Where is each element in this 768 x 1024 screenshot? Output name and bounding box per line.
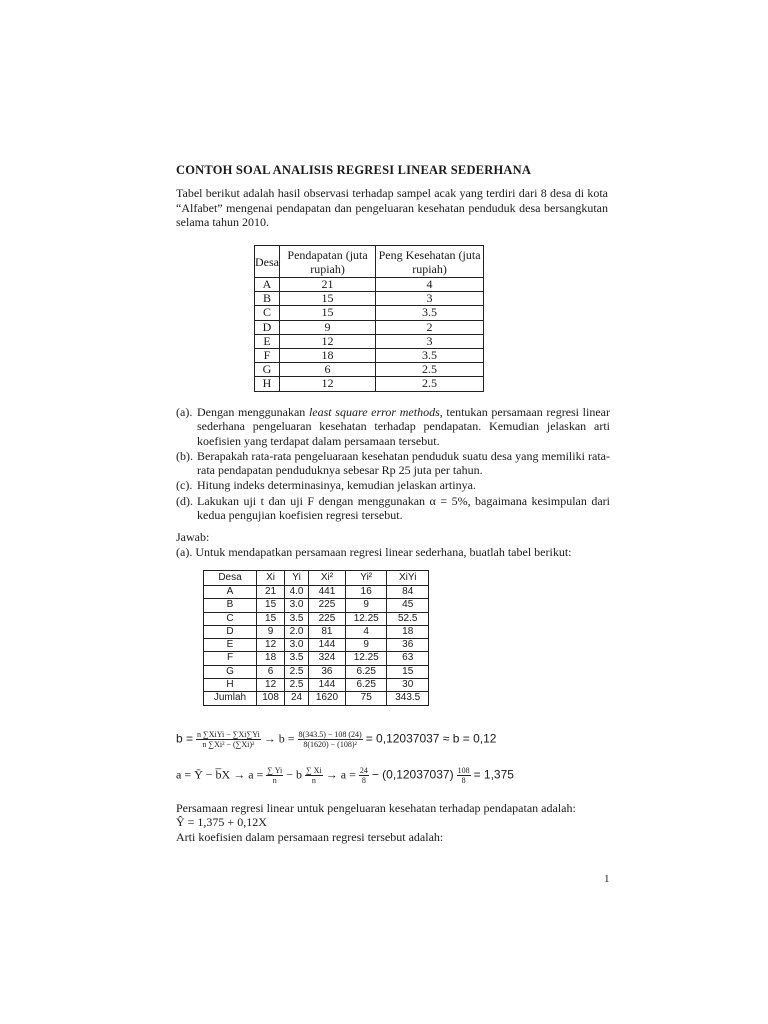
table2-cell: 4.0 bbox=[285, 586, 309, 599]
table2-cell: 63 bbox=[387, 652, 429, 665]
table2-cell: 441 bbox=[308, 586, 345, 599]
table1-cell: H bbox=[255, 377, 280, 391]
table1-row bbox=[255, 306, 484, 320]
conclusion-line-2: Arti koefisien dalam persamaan regresi tersebut adalah: bbox=[176, 830, 444, 844]
answer-a-intro: (a). Untuk mendapatkan persamaan regresi linear sederhana, buatlah tabel berikut: bbox=[176, 545, 572, 559]
table1-cell: 9 bbox=[280, 320, 376, 334]
table2-cell: 9 bbox=[345, 599, 386, 612]
formula-b: b = $\frac{\text{n ∑XiYi − ∑Xi∑Yi}}{\text{n ∑Xi² − (∑Xi)²}}$ → b = $\frac{8(343.5) - 108 (24)}{\text{8(1620) − (108)²}}$ = 0,12037037 ≈ b = 0,12 bbox=[176, 730, 497, 749]
table2-row bbox=[204, 599, 429, 612]
table2-cell: 81 bbox=[308, 625, 345, 638]
table1-cell: 12 bbox=[280, 334, 376, 348]
table2-cell: 343.5 bbox=[387, 692, 429, 705]
question-marker: (b). bbox=[176, 448, 193, 463]
table2-cell: 2.0 bbox=[285, 625, 309, 638]
question-item bbox=[176, 405, 610, 448]
table2-row bbox=[204, 625, 429, 638]
question-list bbox=[176, 405, 610, 523]
intro-paragraph: Tabel berikut adalah hasil observasi terhadap sampel acak yang terdiri dari 8 desa di kota “Alfabet” mengenai pendapatan dan pengeluaran kesehatan penduduk desa bersangkutan selama tahun 2010. bbox=[176, 186, 608, 229]
table2-row bbox=[204, 652, 429, 665]
table2-row bbox=[204, 679, 429, 692]
table2-row bbox=[204, 639, 429, 652]
table2-cell: C bbox=[204, 612, 257, 625]
table2-cell: Jumlah bbox=[204, 692, 257, 705]
table2-header-cell: XiYi bbox=[387, 571, 429, 586]
answer-label: Jawab: bbox=[176, 530, 210, 544]
question-text: Hitung indeks determinasinya, kemudian jelaskan artinya. bbox=[197, 478, 476, 493]
table2-cell: 45 bbox=[387, 599, 429, 612]
table2-cell: A bbox=[204, 586, 257, 599]
table2-row bbox=[204, 586, 429, 599]
table2-cell: 18 bbox=[256, 652, 284, 665]
table2-cell: 12.25 bbox=[345, 652, 386, 665]
table1-cell: 4 bbox=[376, 278, 484, 292]
question-marker: (c). bbox=[176, 478, 193, 493]
table2-row bbox=[204, 665, 429, 678]
table1-cell: 15 bbox=[280, 292, 376, 306]
table1-cell: G bbox=[255, 363, 280, 377]
table1-header-cell: Pendapatan (juta rupiah) bbox=[280, 246, 376, 278]
table2-cell: 12 bbox=[256, 679, 284, 692]
table2-cell: H bbox=[204, 679, 257, 692]
table2-cell: 144 bbox=[308, 639, 345, 652]
table2-cell: 9 bbox=[345, 639, 386, 652]
table2-cell: G bbox=[204, 665, 257, 678]
conclusion-line-1: Persamaan regresi linear untuk pengeluaran kesehatan terhadap pendapatan adalah: bbox=[176, 801, 576, 815]
observation-table bbox=[254, 245, 484, 392]
table1-cell: C bbox=[255, 306, 280, 320]
table2-cell: 36 bbox=[308, 665, 345, 678]
document-title: CONTOH SOAL ANALISIS REGRESI LINEAR SEDERHANA bbox=[176, 163, 532, 177]
table2-row bbox=[204, 612, 429, 625]
question-emphasis: least square error methods bbox=[308, 405, 440, 419]
question-text: Dengan menggunakan bbox=[197, 405, 309, 419]
table2-cell: 144 bbox=[308, 679, 345, 692]
table2-cell: E bbox=[204, 639, 257, 652]
table2-cell: 4 bbox=[345, 625, 386, 638]
table1-row bbox=[255, 363, 484, 377]
table1-cell: F bbox=[255, 349, 280, 363]
table2-cell: 15 bbox=[256, 612, 284, 625]
table2-cell: D bbox=[204, 625, 257, 638]
table2-cell: 1620 bbox=[308, 692, 345, 705]
table2-cell: 12.25 bbox=[345, 612, 386, 625]
table1-cell: 3 bbox=[376, 292, 484, 306]
table2-cell: 30 bbox=[387, 679, 429, 692]
table2-cell: 75 bbox=[345, 692, 386, 705]
regression-equation: Ŷ = 1,375 + 0,12X bbox=[176, 815, 267, 829]
formula-a: a = Ȳ − b̅X → a = $\frac{\sum Yi}{n}$ − b $\frac{\sum Xi}{n}$ → a = $\frac{24}{8}$ − (0,12037037) $\frac{108}{8}$ = 1,375 bbox=[176, 766, 514, 785]
table2-cell: 18 bbox=[387, 625, 429, 638]
table2-cell: 16 bbox=[345, 586, 386, 599]
table2-cell: 84 bbox=[387, 586, 429, 599]
page-number: 1 bbox=[604, 873, 610, 885]
table1-cell: 3.5 bbox=[376, 306, 484, 320]
table2-cell: 2.5 bbox=[285, 679, 309, 692]
question-text: Lakukan uji t dan uji F dengan menggunakan α = 5%, bagaimana kesimpulan dari kedua pengujian koefisien regresi tersebut. bbox=[197, 493, 610, 523]
table2-cell: 225 bbox=[308, 612, 345, 625]
table1-cell: 2.5 bbox=[376, 363, 484, 377]
table1-cell: 12 bbox=[280, 377, 376, 391]
table2-cell: B bbox=[204, 599, 257, 612]
table1-header-cell: Peng Kesehatan (juta rupiah) bbox=[376, 246, 484, 278]
table1-row bbox=[255, 349, 484, 363]
question-item bbox=[176, 494, 610, 523]
table2-cell: 6 bbox=[256, 665, 284, 678]
table2-cell: 36 bbox=[387, 639, 429, 652]
question-marker: (a). bbox=[176, 405, 193, 419]
table2-cell: 108 bbox=[256, 692, 284, 705]
question-marker: (d). bbox=[176, 493, 193, 508]
table2-cell: 3.0 bbox=[285, 599, 309, 612]
table2-cell: 15 bbox=[256, 599, 284, 612]
table1-cell: 18 bbox=[280, 349, 376, 363]
table2-total-row bbox=[204, 692, 429, 705]
question-item bbox=[176, 449, 610, 478]
table1-row bbox=[255, 377, 484, 391]
table1-cell: E bbox=[255, 334, 280, 348]
question-item bbox=[176, 478, 610, 492]
table1-cell: 2.5 bbox=[376, 377, 484, 391]
table2-cell: 24 bbox=[285, 692, 309, 705]
calculation-table bbox=[203, 570, 429, 706]
table1-cell: B bbox=[255, 292, 280, 306]
table1-cell: 6 bbox=[280, 363, 376, 377]
table2-header-cell: Xi bbox=[256, 571, 284, 586]
table2-cell: 225 bbox=[308, 599, 345, 612]
question-text-tail: , tentukan persamaan regresi linear sederhana pengeluaran kesehatan terhadap pendapatan. Kemudian jelaskan arti koefisien yang terdapat dalam persamaan tersebut. bbox=[197, 405, 610, 448]
table2-cell: 21 bbox=[256, 586, 284, 599]
table2-cell: 12 bbox=[256, 639, 284, 652]
table2-cell: 15 bbox=[387, 665, 429, 678]
table1-row bbox=[255, 278, 484, 292]
table1-row bbox=[255, 334, 484, 348]
table2-cell: 9 bbox=[256, 625, 284, 638]
table1-cell: 15 bbox=[280, 306, 376, 320]
table1-cell: A bbox=[255, 278, 280, 292]
table1-row bbox=[255, 292, 484, 306]
table2-cell: 2.5 bbox=[285, 665, 309, 678]
table2-header-cell: Yi bbox=[285, 571, 309, 586]
table1-row bbox=[255, 320, 484, 334]
table1-cell: 21 bbox=[280, 278, 376, 292]
table2-header-cell: Xi² bbox=[308, 571, 345, 586]
table2-header-cell: Desa bbox=[204, 571, 257, 586]
table1-cell: 3.5 bbox=[376, 349, 484, 363]
table2-cell: 3.5 bbox=[285, 612, 309, 625]
table1-cell: 2 bbox=[376, 320, 484, 334]
table2-cell: 6.25 bbox=[345, 665, 386, 678]
table2-cell: F bbox=[204, 652, 257, 665]
table2-cell: 3.0 bbox=[285, 639, 309, 652]
table1-cell: D bbox=[255, 320, 280, 334]
table2-header-cell: Yi² bbox=[345, 571, 386, 586]
table1-header-cell: Desa bbox=[255, 246, 280, 278]
question-text: Berapakah rata-rata pengeluaraan kesehatan penduduk suatu desa yang memiliki rata-rata pendapatan penduduknya sebesar Rp 25 juta per tahun. bbox=[197, 448, 610, 478]
table2-cell: 52.5 bbox=[387, 612, 429, 625]
table2-cell: 6.25 bbox=[345, 679, 386, 692]
table2-cell: 324 bbox=[308, 652, 345, 665]
table2-cell: 3.5 bbox=[285, 652, 309, 665]
table1-cell: 3 bbox=[376, 334, 484, 348]
